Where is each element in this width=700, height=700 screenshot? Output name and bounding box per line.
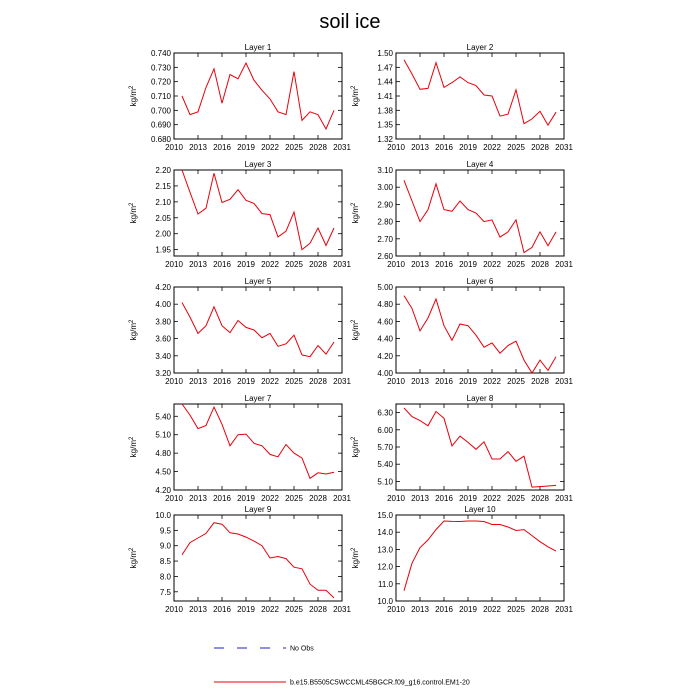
panels bbox=[129, 43, 573, 614]
y-tick-label: 4.60 bbox=[377, 317, 393, 327]
y-tick-label: 1.47 bbox=[377, 63, 393, 73]
x-tick-label: 2025 bbox=[285, 260, 303, 269]
y-tick-label: 0.740 bbox=[150, 49, 171, 58]
y-tick-label: 0.710 bbox=[150, 92, 171, 101]
x-tick-label: 2019 bbox=[459, 494, 477, 503]
x-tick-label: 2019 bbox=[459, 260, 477, 269]
y-tick-label: 0.690 bbox=[150, 120, 171, 130]
y-tick-label: 8.5 bbox=[159, 557, 171, 567]
legend-obs-label: No Obs bbox=[290, 645, 314, 653]
y-axis-label-exponent: 2 bbox=[129, 436, 135, 440]
y-axis-label-exponent: 2 bbox=[351, 202, 357, 206]
x-tick-label: 2016 bbox=[435, 377, 453, 386]
x-tick-label: 2028 bbox=[531, 143, 549, 152]
x-tick-label: 2028 bbox=[309, 260, 327, 269]
x-tick-label: 2010 bbox=[165, 143, 183, 152]
y-tick-label: 3.80 bbox=[155, 317, 171, 327]
x-tick-label: 2025 bbox=[285, 605, 303, 614]
x-tick-label: 2010 bbox=[387, 260, 405, 269]
axes-frame bbox=[174, 515, 342, 601]
series-line bbox=[182, 63, 334, 129]
x-tick-label: 2022 bbox=[261, 260, 279, 269]
x-tick-label: 2031 bbox=[333, 605, 351, 614]
y-tick-label: 4.00 bbox=[377, 369, 393, 378]
y-axis-label: $kg/m^2$ bbox=[351, 202, 360, 224]
y-tick-label: 2.70 bbox=[377, 234, 393, 244]
x-tick-label: 2013 bbox=[411, 605, 429, 614]
y-tick-label: 14.0 bbox=[377, 528, 393, 538]
axes-frame bbox=[396, 287, 564, 373]
x-tick-label: 2019 bbox=[237, 143, 255, 152]
x-tick-label: 2013 bbox=[189, 260, 207, 269]
panel-title: Layer 5 bbox=[244, 277, 272, 286]
y-axis-label-exponent: 2 bbox=[351, 85, 357, 89]
y-tick-label: 1.50 bbox=[377, 49, 393, 58]
y-tick-label: 1.32 bbox=[377, 135, 393, 144]
axes-frame bbox=[174, 287, 342, 373]
panel-title: Layer 1 bbox=[244, 43, 272, 52]
y-tick-label: 3.00 bbox=[377, 183, 393, 193]
y-tick-label: 0.680 bbox=[150, 135, 171, 144]
y-tick-label: 10.0 bbox=[377, 597, 393, 606]
x-tick-label: 2022 bbox=[483, 605, 501, 614]
series-line bbox=[404, 60, 556, 125]
y-axis-label-exponent: 2 bbox=[351, 436, 357, 440]
y-axis-label: $kg/m^2$ bbox=[129, 202, 138, 224]
panel-layer-1 bbox=[129, 43, 351, 152]
y-tick-label: 4.80 bbox=[155, 449, 171, 459]
panel-layer-8 bbox=[351, 394, 573, 503]
y-tick-label: 5.40 bbox=[377, 460, 393, 470]
x-tick-label: 2013 bbox=[411, 260, 429, 269]
x-tick-label: 2019 bbox=[459, 143, 477, 152]
x-tick-label: 2028 bbox=[531, 260, 549, 269]
x-tick-label: 2028 bbox=[309, 143, 327, 152]
panel-layer-4 bbox=[351, 160, 573, 269]
y-tick-label: 4.20 bbox=[155, 283, 171, 292]
x-tick-label: 2022 bbox=[261, 377, 279, 386]
y-tick-label: 2.90 bbox=[377, 200, 393, 210]
x-tick-label: 2016 bbox=[435, 143, 453, 152]
x-tick-label: 2031 bbox=[555, 143, 573, 152]
x-tick-label: 2025 bbox=[285, 143, 303, 152]
x-tick-label: 2031 bbox=[555, 605, 573, 614]
y-tick-label: 1.95 bbox=[155, 245, 171, 255]
y-axis-label: $kg/m^2$ bbox=[351, 319, 360, 341]
y-tick-label: 6.30 bbox=[377, 408, 393, 418]
y-axis-label: $kg/m^2$ bbox=[129, 547, 138, 569]
x-tick-label: 2022 bbox=[261, 605, 279, 614]
y-axis-label-exponent: 2 bbox=[129, 319, 135, 323]
x-tick-label: 2016 bbox=[213, 143, 231, 152]
y-tick-label: 3.40 bbox=[155, 351, 171, 361]
x-tick-label: 2019 bbox=[237, 605, 255, 614]
x-tick-label: 2010 bbox=[165, 605, 183, 614]
panel-title: Layer 7 bbox=[244, 394, 272, 403]
x-tick-label: 2010 bbox=[387, 143, 405, 152]
x-tick-label: 2010 bbox=[165, 494, 183, 503]
panel-title: Layer 3 bbox=[244, 160, 272, 169]
x-tick-label: 2028 bbox=[309, 494, 327, 503]
y-axis-label-exponent: 2 bbox=[129, 547, 135, 551]
y-axis-label-exponent: 2 bbox=[351, 547, 357, 551]
series-line bbox=[182, 170, 334, 250]
series-line bbox=[404, 180, 556, 252]
x-tick-label: 2025 bbox=[507, 377, 525, 386]
x-tick-label: 2031 bbox=[555, 260, 573, 269]
y-axis-label-exponent: 2 bbox=[351, 319, 357, 323]
y-tick-label: 2.80 bbox=[377, 217, 393, 227]
y-tick-label: 5.40 bbox=[155, 412, 171, 422]
y-tick-label: 2.10 bbox=[155, 197, 171, 207]
x-tick-label: 2013 bbox=[189, 143, 207, 152]
x-tick-label: 2028 bbox=[309, 605, 327, 614]
panel-layer-10 bbox=[351, 505, 573, 614]
y-axis-label: $kg/m^2$ bbox=[129, 85, 138, 107]
y-tick-label: 0.700 bbox=[150, 106, 171, 116]
x-tick-label: 2016 bbox=[213, 260, 231, 269]
x-tick-label: 2028 bbox=[309, 377, 327, 386]
y-tick-label: 3.10 bbox=[377, 166, 393, 175]
x-tick-label: 2022 bbox=[483, 260, 501, 269]
axes-frame bbox=[396, 404, 564, 490]
y-tick-label: 3.60 bbox=[155, 334, 171, 344]
x-tick-label: 2013 bbox=[189, 605, 207, 614]
panel-title: Layer 10 bbox=[464, 505, 496, 514]
x-tick-label: 2013 bbox=[411, 377, 429, 386]
y-tick-label: 4.00 bbox=[155, 300, 171, 310]
x-tick-label: 2031 bbox=[333, 377, 351, 386]
panel-title: Layer 6 bbox=[466, 277, 494, 286]
x-tick-label: 2031 bbox=[555, 494, 573, 503]
x-tick-label: 2013 bbox=[411, 143, 429, 152]
y-tick-label: 9.5 bbox=[159, 526, 171, 536]
x-tick-label: 2019 bbox=[459, 605, 477, 614]
series-line bbox=[404, 521, 556, 591]
axes-frame bbox=[174, 53, 342, 139]
y-tick-label: 1.44 bbox=[377, 77, 393, 87]
x-tick-label: 2028 bbox=[531, 377, 549, 386]
panel-title: Layer 8 bbox=[466, 394, 494, 403]
y-tick-label: 7.5 bbox=[159, 587, 171, 597]
y-axis-label: $kg/m^2$ bbox=[129, 436, 138, 458]
y-axis-label: $kg/m^2$ bbox=[351, 436, 360, 458]
axes-frame bbox=[174, 404, 342, 490]
y-axis-label: $kg/m^2$ bbox=[351, 85, 360, 107]
x-tick-label: 2025 bbox=[285, 494, 303, 503]
series-line bbox=[182, 404, 334, 478]
x-tick-label: 2019 bbox=[237, 494, 255, 503]
series-line bbox=[182, 303, 334, 357]
x-tick-label: 2010 bbox=[165, 260, 183, 269]
x-tick-label: 2016 bbox=[213, 377, 231, 386]
x-tick-label: 2022 bbox=[261, 494, 279, 503]
x-tick-label: 2031 bbox=[333, 260, 351, 269]
y-tick-label: 10.0 bbox=[155, 511, 171, 520]
y-tick-label: 5.10 bbox=[155, 430, 171, 440]
x-tick-label: 2016 bbox=[435, 494, 453, 503]
y-tick-label: 4.20 bbox=[155, 486, 171, 495]
x-tick-label: 2022 bbox=[483, 143, 501, 152]
series-line bbox=[182, 523, 334, 598]
y-tick-label: 5.10 bbox=[377, 477, 393, 487]
x-tick-label: 2016 bbox=[435, 260, 453, 269]
y-tick-label: 5.00 bbox=[377, 283, 393, 292]
x-tick-label: 2031 bbox=[333, 143, 351, 152]
axes-frame bbox=[396, 170, 564, 256]
panel-layer-5 bbox=[129, 277, 351, 386]
y-tick-label: 2.20 bbox=[155, 166, 171, 175]
x-tick-label: 2025 bbox=[507, 143, 525, 152]
x-tick-label: 2016 bbox=[213, 494, 231, 503]
panel-layer-7 bbox=[129, 394, 351, 503]
x-tick-label: 2025 bbox=[285, 377, 303, 386]
axes-frame bbox=[396, 515, 564, 601]
y-tick-label: 1.41 bbox=[377, 92, 393, 101]
y-tick-label: 4.20 bbox=[377, 351, 393, 361]
x-tick-label: 2028 bbox=[531, 605, 549, 614]
panel-layer-9 bbox=[129, 505, 351, 614]
y-tick-label: 6.00 bbox=[377, 425, 393, 435]
y-tick-label: 5.70 bbox=[377, 443, 393, 452]
x-tick-label: 2010 bbox=[165, 377, 183, 386]
x-tick-label: 2016 bbox=[435, 605, 453, 614]
y-tick-label: 1.35 bbox=[377, 120, 393, 130]
y-tick-label: 15.0 bbox=[377, 511, 393, 520]
panel-title: Layer 4 bbox=[466, 160, 494, 169]
y-tick-label: 4.50 bbox=[155, 467, 171, 477]
panel-layer-3 bbox=[129, 160, 351, 269]
x-tick-label: 2019 bbox=[237, 260, 255, 269]
legend bbox=[214, 646, 470, 687]
y-tick-label: 9.0 bbox=[159, 541, 171, 551]
y-axis-label-exponent: 2 bbox=[129, 85, 135, 89]
x-tick-label: 2010 bbox=[387, 605, 405, 614]
x-tick-label: 2019 bbox=[237, 377, 255, 386]
x-tick-label: 2010 bbox=[387, 377, 405, 386]
y-tick-label: 8.0 bbox=[159, 572, 171, 582]
series-line bbox=[404, 296, 556, 373]
y-tick-label: 0.730 bbox=[150, 63, 171, 73]
panel-title: Layer 2 bbox=[466, 43, 494, 52]
panel-layer-6 bbox=[351, 277, 573, 386]
y-tick-label: 1.38 bbox=[377, 106, 393, 116]
y-tick-label: 11.0 bbox=[378, 579, 393, 589]
x-tick-label: 2013 bbox=[189, 377, 207, 386]
x-tick-label: 2013 bbox=[411, 494, 429, 503]
y-tick-label: 12.0 bbox=[377, 562, 393, 572]
y-tick-label: 4.80 bbox=[377, 300, 393, 310]
y-tick-label: 3.20 bbox=[155, 369, 171, 378]
x-tick-label: 2022 bbox=[261, 143, 279, 152]
x-tick-label: 2031 bbox=[555, 377, 573, 386]
x-tick-label: 2028 bbox=[531, 494, 549, 503]
figure-title: soil ice bbox=[319, 11, 381, 33]
y-tick-label: 2.60 bbox=[377, 252, 393, 261]
y-tick-label: 4.40 bbox=[377, 334, 393, 344]
y-tick-label: 0.720 bbox=[150, 77, 171, 87]
y-tick-label: 2.05 bbox=[155, 213, 171, 223]
x-tick-label: 2016 bbox=[213, 605, 231, 614]
x-tick-label: 2031 bbox=[333, 494, 351, 503]
series-line bbox=[404, 408, 556, 487]
y-axis-label: $kg/m^2$ bbox=[129, 319, 138, 341]
x-tick-label: 2013 bbox=[189, 494, 207, 503]
y-tick-label: 2.15 bbox=[155, 181, 171, 191]
x-tick-label: 2010 bbox=[387, 494, 405, 503]
x-tick-label: 2025 bbox=[507, 260, 525, 269]
x-tick-label: 2019 bbox=[459, 377, 477, 386]
y-tick-label: 13.0 bbox=[377, 545, 393, 555]
x-tick-label: 2022 bbox=[483, 494, 501, 503]
y-axis-label: $kg/m^2$ bbox=[351, 547, 360, 569]
panel-title: Layer 9 bbox=[244, 505, 272, 514]
panel-layer-2 bbox=[351, 43, 573, 152]
x-tick-label: 2025 bbox=[507, 605, 525, 614]
x-tick-label: 2022 bbox=[483, 377, 501, 386]
axes-frame bbox=[396, 53, 564, 139]
y-axis-label-exponent: 2 bbox=[129, 202, 135, 206]
legend-model-label: b.e15.B5505C5WCCML45BGCR.f09_g16.control.EM1-20 bbox=[290, 679, 470, 687]
x-tick-label: 2025 bbox=[507, 494, 525, 503]
y-tick-label: 2.00 bbox=[155, 229, 171, 239]
